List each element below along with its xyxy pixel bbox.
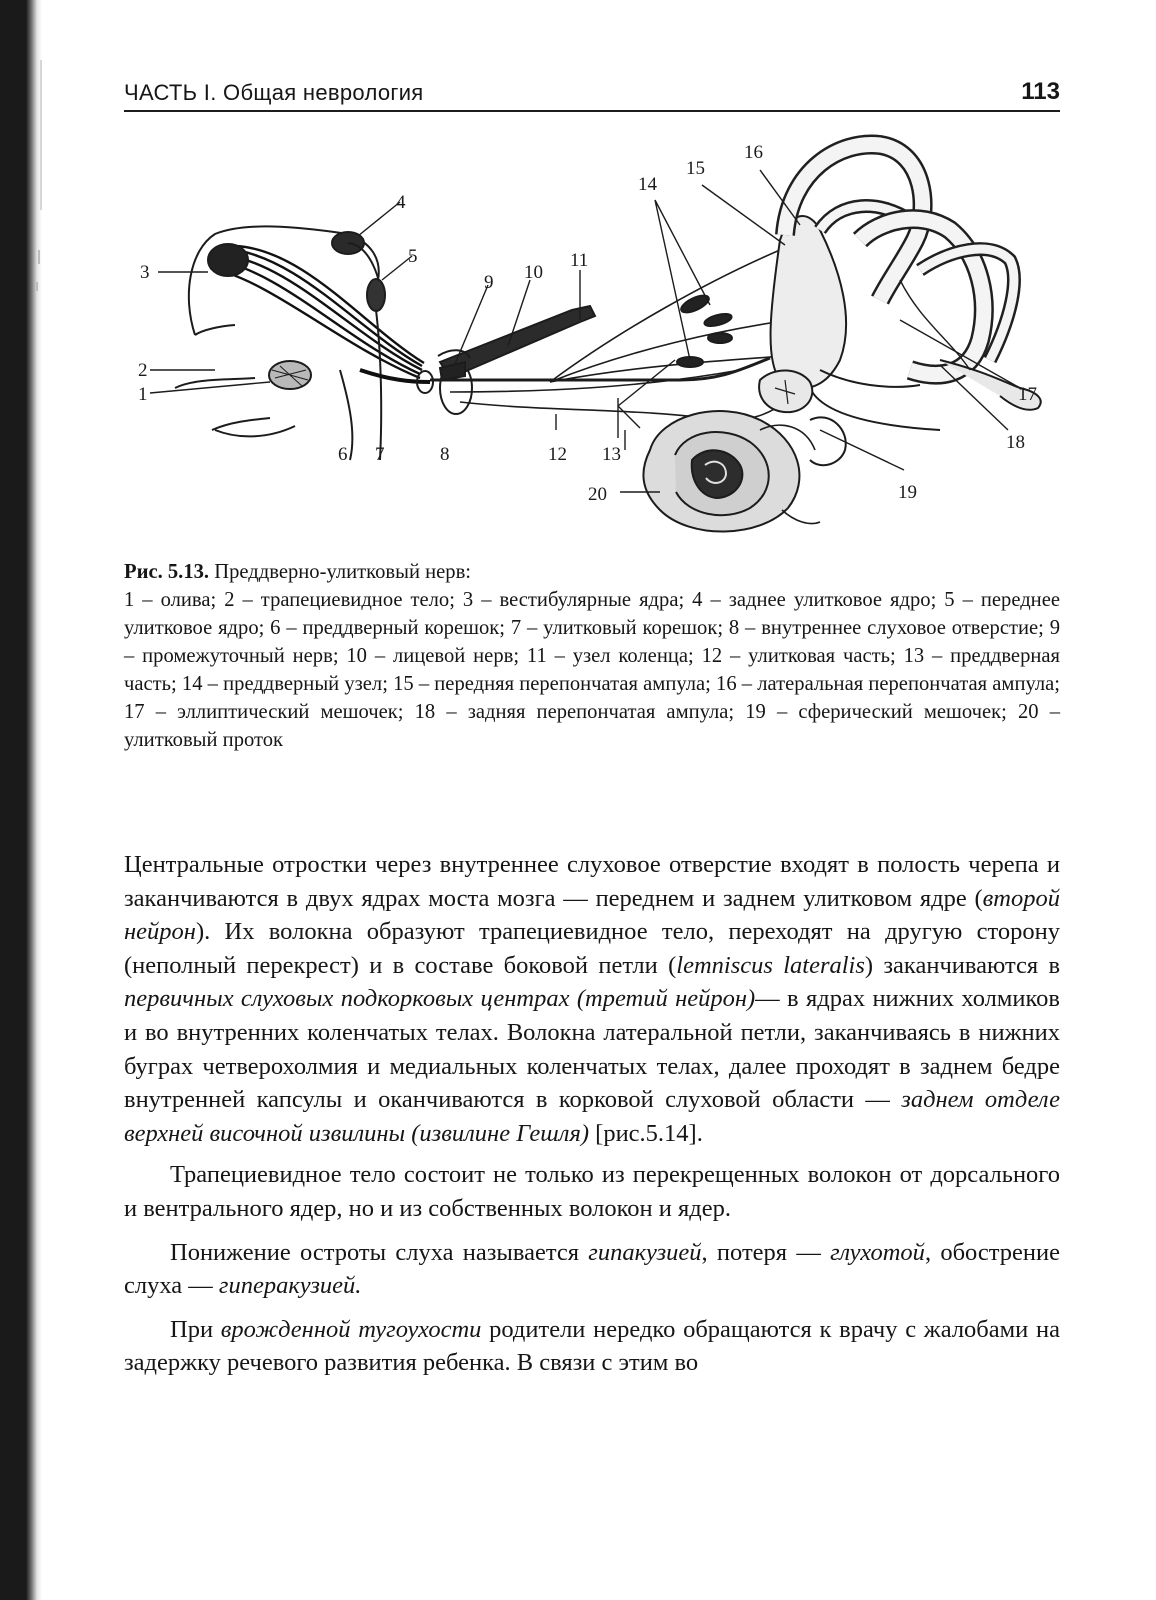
text-run: Трапециевидное тело состоит не только из перекрещенных волокон от дорсального и вентрального ядер, но и из собственных волокон и ядер. [124, 1161, 1060, 1222]
callout-5: 5 [408, 246, 418, 267]
callout-6: 6 [338, 444, 348, 465]
callout-15: 15 [686, 158, 705, 179]
caption-heading [124, 558, 1060, 586]
caption-legend: 1 – олива; 2 – трапециевидное тело; 3 – вестибулярные ядра; 4 – заднее улитковое ядро; 5 – переднее улитковое ядро; 6 – преддверный корешок; 7 – улитковый корешок; 8 – внутреннее слуховое отверстие; 9 – промежуточный нерв; 10 – лицевой нерв; 11 – узел коленца; 12 – улитковая часть; 13 – преддверная часть; 14 – преддверный узел; 15 – передняя перепончатая ампула; 16 – латеральная перепончатая ампула; 17 – эллиптический мешочек; 18 – задняя перепончатая ампула; 19 – сферический мешочек; 20 – улитковый проток [124, 589, 1060, 751]
callout-13: 13 [602, 444, 621, 465]
callout-1: 1 [138, 384, 148, 405]
callout-3: 3 [140, 262, 150, 283]
callout-17: 17 [1018, 384, 1037, 405]
callout-11: 11 [570, 250, 589, 271]
body-text [124, 848, 1060, 1390]
caption-title: Преддверно-улитковый нерв: [214, 561, 472, 583]
callout-2: 2 [138, 360, 148, 381]
text-run: При [170, 1315, 221, 1343]
callout-14: 14 [638, 174, 657, 195]
figure-caption [124, 558, 1060, 754]
text-run: Понижение остроты слуха называется [170, 1238, 589, 1266]
text-run: Центральные отростки через внутреннее слуховое отверстие входят в полость черепа и заканчиваются в двух ядрах моста мозга — переднем и заднем улитковом ядре ( [124, 851, 1060, 912]
callout-8: 8 [440, 444, 450, 465]
text-run: , обострение слуха — [124, 1238, 1060, 1300]
paragraph [124, 848, 1060, 1150]
italic-text-run: глухотой [830, 1238, 925, 1266]
callout-7: 7 [375, 444, 385, 465]
italic-text-run: гиперакузией. [218, 1272, 362, 1300]
anatomical-illustration [120, 130, 1050, 550]
callout-16: 16 [744, 142, 763, 163]
callout-9: 9 [484, 272, 494, 293]
scan-speck [36, 282, 38, 291]
running-head [124, 78, 1060, 112]
italic-text-run: второй нейрон [124, 884, 1060, 946]
italic-text-run: гипакузией [588, 1238, 702, 1266]
text-run: ) заканчиваются в [864, 951, 1061, 979]
paragraph [124, 1313, 1060, 1380]
text-run: [рис.5.14]. [589, 1119, 703, 1147]
callout-12: 12 [548, 444, 567, 465]
caption-label: Рис. 5.13. [124, 561, 210, 583]
callout-20: 20 [588, 484, 607, 505]
running-title: ЧАСТЬ I. Общая неврология [124, 80, 424, 105]
italic-text-run: lemniscus lateralis [676, 951, 865, 979]
page-number: 113 [1021, 78, 1060, 105]
text-run: — в ядрах нижних холмиков и во внутренних коленчатых телах. Волокна латеральной петли, заканчиваясь в нижних буграх четверохолмия и медиальных коленчатых телах, далее проходят в заднем бедре внутренней капсулы и оканчиваются в корковой слуховой области — [124, 985, 1060, 1114]
scan-speck [40, 60, 42, 210]
paragraph [124, 1236, 1060, 1303]
paragraph [124, 1158, 1060, 1225]
callout-10: 10 [524, 262, 543, 283]
figure-vestibulocochlear-nerve [120, 130, 1050, 550]
text-run: ). Их волокна образуют трапециевидное тело, переходят на другую сторону (неполный перекрест) и в составе боковой петли ( [124, 918, 1060, 979]
scan-border [0, 0, 42, 1600]
italic-text-run: заднем отделе верхней височной извилины (извилине Гешля) [124, 1086, 1060, 1147]
callout-4: 4 [396, 192, 406, 213]
italic-text-run: первичных слуховых подкорковых центрах (третий нейрон) [124, 985, 756, 1013]
text-run: родители нередко обращаются к врачу с жалобами на задержку речевого развития ребенка. В связи с этим во [124, 1315, 1060, 1377]
callout-18: 18 [1006, 432, 1025, 453]
italic-text-run: врожденной тугоухости [220, 1315, 482, 1343]
text-run: , потеря — [701, 1238, 831, 1266]
callout-19: 19 [898, 482, 917, 503]
scan-speck [38, 250, 40, 264]
